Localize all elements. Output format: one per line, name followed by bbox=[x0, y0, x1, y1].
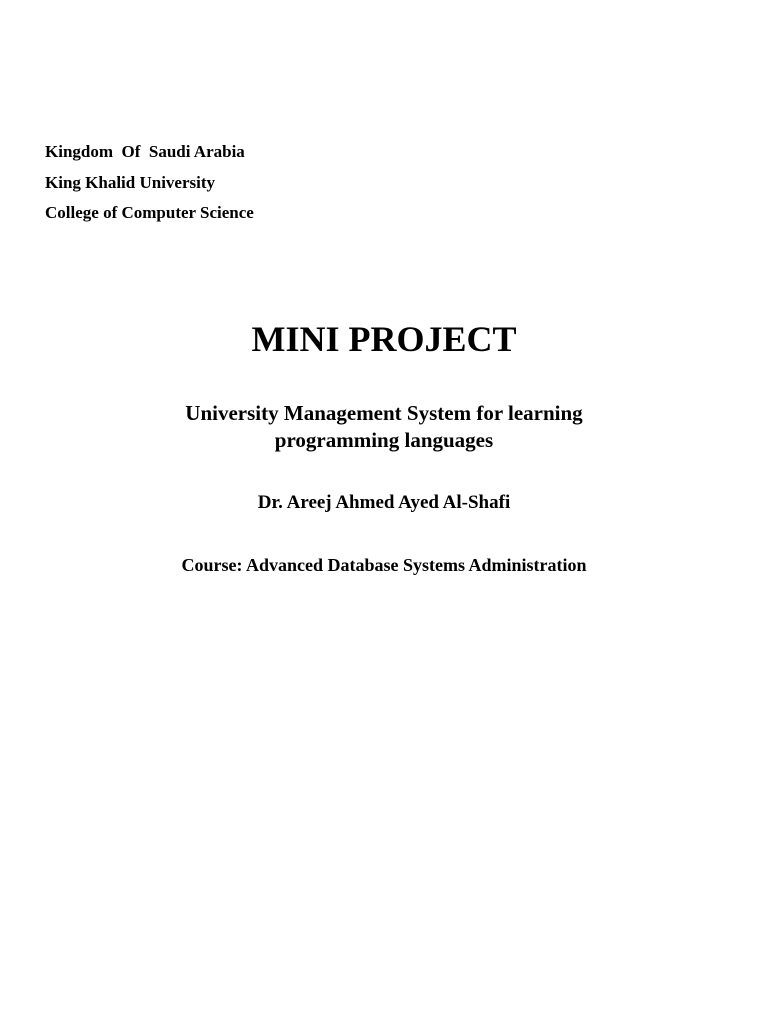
subtitle-line-2: programming languages bbox=[274, 428, 494, 452]
document-title: MINI PROJECT bbox=[251, 319, 517, 359]
project-subtitle bbox=[0, 400, 768, 454]
course-name: Course: Advanced Database Systems Administration bbox=[181, 555, 587, 575]
college-line: College of Computer Science bbox=[45, 203, 254, 222]
university-line: King Khalid University bbox=[45, 172, 216, 192]
institution-header bbox=[45, 137, 254, 229]
supervisor-name: Dr. Areej Ahmed Ayed Al-Shafi bbox=[257, 492, 511, 513]
subtitle-line-1: University Management System for learning bbox=[185, 401, 583, 425]
country-line: Kingdom Of Saudi Arabia bbox=[45, 142, 245, 161]
